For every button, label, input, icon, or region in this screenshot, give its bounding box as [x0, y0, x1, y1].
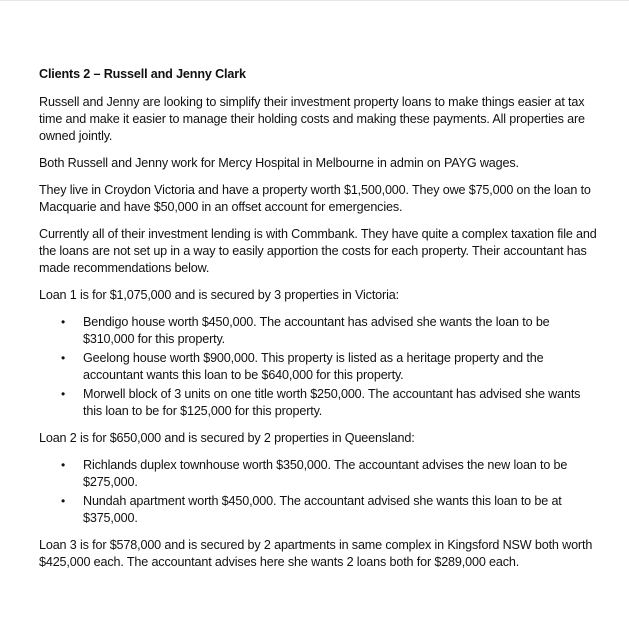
list-item	[39, 457, 599, 491]
list-item	[39, 493, 599, 527]
list-item-text: Richlands duplex townhouse worth $350,000. The accountant advises the new loan to be $275,000.	[83, 458, 568, 489]
document-title: Clients 2 – Russell and Jenny Clark	[39, 67, 246, 81]
list-item-text: Nundah apartment worth $450,000. The accountant advised she wants this loan to be at $375,000.	[83, 494, 562, 525]
loan-1-heading: Loan 1 is for $1,075,000 and is secured by 3 properties in Victoria:	[39, 288, 399, 302]
loan-1-list	[39, 314, 599, 420]
loan-3-paragraph: Loan 3 is for $578,000 and is secured by 2 apartments in same complex in Kingsford NSW both worth $425,000 each. The accountant advises here she wants 2 loans both for $289,000 each.	[39, 538, 593, 569]
bullet-icon: •	[61, 315, 66, 329]
list-item	[39, 314, 599, 348]
bullet-icon: •	[61, 494, 66, 508]
intro-paragraph: Russell and Jenny are looking to simplify their investment property loans to make things easier at tax time and make it easier to manage their holding costs and making these payments. All properties are owned jointly.	[39, 95, 585, 143]
bullet-icon: •	[61, 387, 66, 401]
bullet-icon: •	[61, 351, 66, 365]
list-item-text: Bendigo house worth $450,000. The accountant has advised she wants the loan to be $310,000 for this property.	[83, 315, 550, 346]
list-item	[39, 386, 599, 420]
employment-paragraph: Both Russell and Jenny work for Mercy Hospital in Melbourne in admin on PAYG wages.	[39, 156, 519, 170]
loan-2-heading: Loan 2 is for $650,000 and is secured by 2 properties in Queensland:	[39, 431, 415, 445]
residence-paragraph: They live in Croydon Victoria and have a property worth $1,500,000. They owe $75,000 on the loan to Macquarie and have $50,000 in an offset account for emergencies.	[39, 183, 591, 214]
list-item-text: Morwell block of 3 units on one title worth $250,000. The accountant has advised she wants this loan to be for $125,000 for this property.	[83, 387, 581, 418]
bullet-icon: •	[61, 458, 66, 472]
lending-paragraph: Currently all of their investment lending is with Commbank. They have quite a complex taxation file and the loans are not set up in a way to easily apportion the costs for each property. Their accountant has made recommendations below.	[39, 227, 597, 275]
loan-2-list	[39, 457, 599, 527]
list-item-text: Geelong house worth $900,000. This property is listed as a heritage property and the accountant wants this loan to be $640,000 for this property.	[83, 351, 544, 382]
document-content	[39, 66, 599, 581]
list-item	[39, 350, 599, 384]
page-top-border	[0, 0, 629, 1]
